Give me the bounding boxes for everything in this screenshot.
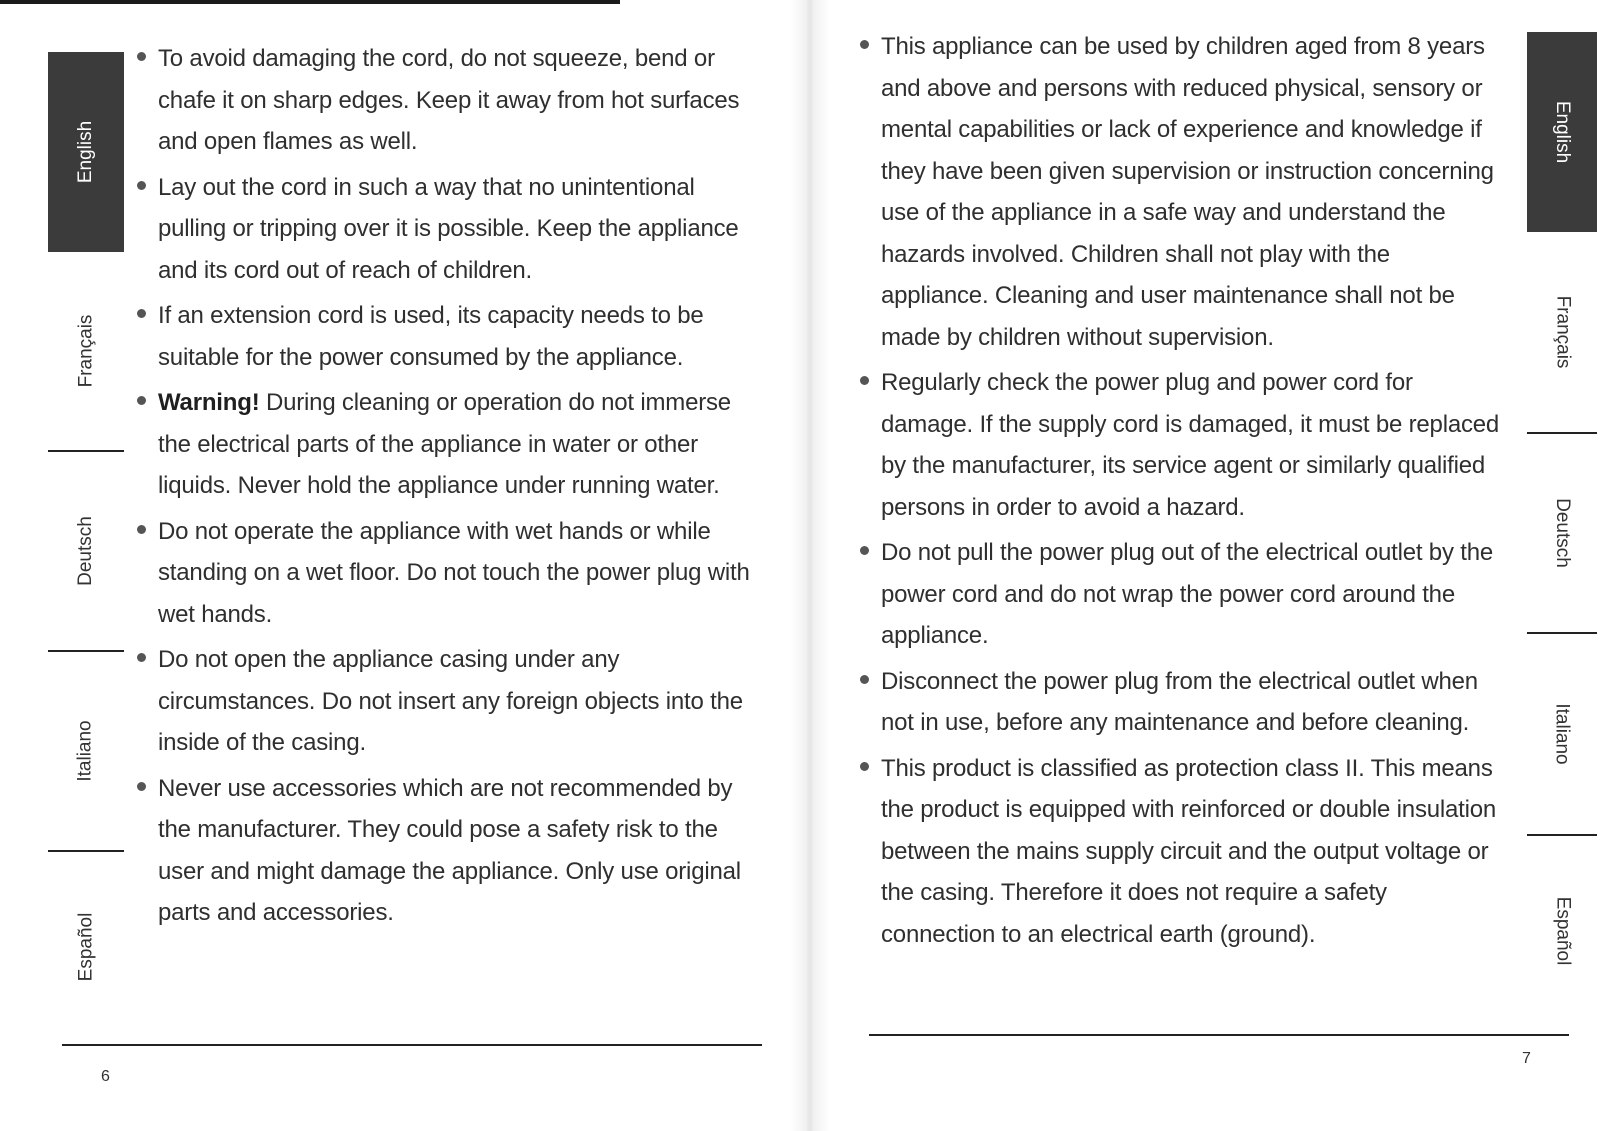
list-item: [860, 26, 1500, 358]
tab-label-espanol: Español: [74, 912, 96, 982]
item-text: [158, 389, 731, 499]
list-item: [137, 295, 767, 378]
bullet-icon: [137, 782, 146, 791]
list-item: [137, 639, 767, 764]
bullet-icon: [860, 40, 869, 49]
bullet-icon: [137, 653, 146, 662]
footer-rule: [869, 1034, 1569, 1036]
tab-label-italiano: Italiano: [1552, 703, 1573, 765]
warning-text: During cleaning or operation do not immerse the electrical parts of the appliance in water or other liquids. Never hold the appliance under running water.: [158, 389, 731, 499]
right-page: [800, 0, 1600, 1131]
list-item: [860, 748, 1500, 956]
tab-espanol[interactable]: [48, 852, 124, 1042]
list-item: [860, 661, 1500, 744]
tab-label-deutsch: Deutsch: [1551, 498, 1573, 568]
footer-rule: [62, 1044, 762, 1046]
language-tabs-left: [48, 52, 124, 1042]
tab-deutsch[interactable]: [1527, 434, 1597, 634]
list-item: [137, 511, 767, 636]
bullet-icon: [137, 396, 146, 405]
item-text: Do not operate the appliance with wet hands or while standing on a wet floor. Do not touch the power plug with wet hands.: [158, 517, 750, 628]
list-item: [137, 167, 767, 292]
item-text: To avoid damaging the cord, do not squeeze, bend or chafe it on sharp edges. Keep it away from hot surfaces and open flames as well.: [158, 45, 740, 155]
tab-english[interactable]: [1527, 32, 1597, 232]
bullet-icon: [860, 762, 869, 771]
tab-francais[interactable]: [1527, 232, 1597, 434]
item-text: This appliance can be used by children aged from 8 years and above and persons with reduced physical, sensory or mental capabilities or lack of experience and knowledge if they have been given supervision or instruction concerning use of the appliance in a safe way and understand the hazards involved. Children shall not play with the appliance. Cleaning and user maintenance shall not be made by children without supervision.: [881, 33, 1494, 351]
item-text: Do not open the appliance casing under any circumstances. Do not insert any foreign objects into the inside of the casing.: [158, 646, 743, 756]
bullet-icon: [137, 525, 146, 534]
bullet-icon: [860, 376, 869, 385]
tab-label-francais: Français: [1552, 295, 1574, 369]
tab-italiano[interactable]: [1527, 634, 1597, 836]
item-text: Lay out the cord in such a way that no unintentional pulling or tripping over it is possible. Keep the appliance and its cord out of reach of children.: [158, 173, 739, 284]
page-number: 6: [101, 1068, 110, 1085]
tab-label-english: English: [74, 120, 96, 184]
bullet-icon: [137, 181, 146, 190]
bullet-icon: [137, 309, 146, 318]
bullet-icon: [860, 546, 869, 555]
tab-label-francais: Français: [74, 314, 96, 388]
item-text: Do not pull the power plug out of the electrical outlet by the power cord and do not wrap the power cord around the appliance.: [881, 539, 1493, 649]
warning-label: Warning!: [158, 389, 260, 416]
tab-label-english: English: [1551, 100, 1573, 164]
item-text: If an extension cord is used, its capacity needs to be suitable for the power consumed by the appliance.: [158, 302, 704, 371]
list-item: [137, 382, 767, 507]
list-item: [860, 532, 1500, 657]
tab-english[interactable]: [48, 52, 124, 252]
safety-list-left: [137, 38, 767, 938]
list-item: [137, 38, 767, 163]
list-item: [137, 768, 767, 934]
language-tabs-right: [1527, 32, 1597, 1026]
bullet-icon: [860, 675, 869, 684]
item-text: Disconnect the power plug from the electrical outlet when not in use, before any maintenance and before cleaning.: [881, 667, 1478, 736]
item-text: Never use accessories which are not recommended by the manufacturer. They could pose a safety risk to the user and might damage the appliance. Only use original parts and accessories.: [158, 774, 741, 926]
tab-label-deutsch: Deutsch: [74, 516, 96, 586]
tab-deutsch[interactable]: [48, 452, 124, 652]
bullet-icon: [137, 52, 146, 61]
tab-italiano[interactable]: [48, 652, 124, 852]
page-number: 7: [1522, 1050, 1531, 1067]
safety-list-right: [860, 26, 1500, 959]
item-text: This product is classified as protection class II. This means the product is equipped with reinforced or double insulation between the mains supply circuit and the output voltage or the casing. Therefore it does not require a safety connection to an electrical earth (ground).: [881, 754, 1497, 948]
tab-espanol[interactable]: [1527, 836, 1597, 1026]
item-text: Regularly check the power plug and power cord for damage. If the supply cord is damaged, it must be replaced by the manufacturer, its service agent or similarly qualified persons in order to avoid a hazard.: [881, 369, 1500, 521]
tab-label-italiano: Italiano: [75, 720, 96, 782]
list-item: [860, 362, 1500, 528]
tab-label-espanol: Español: [1551, 896, 1573, 966]
tab-francais[interactable]: [48, 252, 124, 452]
